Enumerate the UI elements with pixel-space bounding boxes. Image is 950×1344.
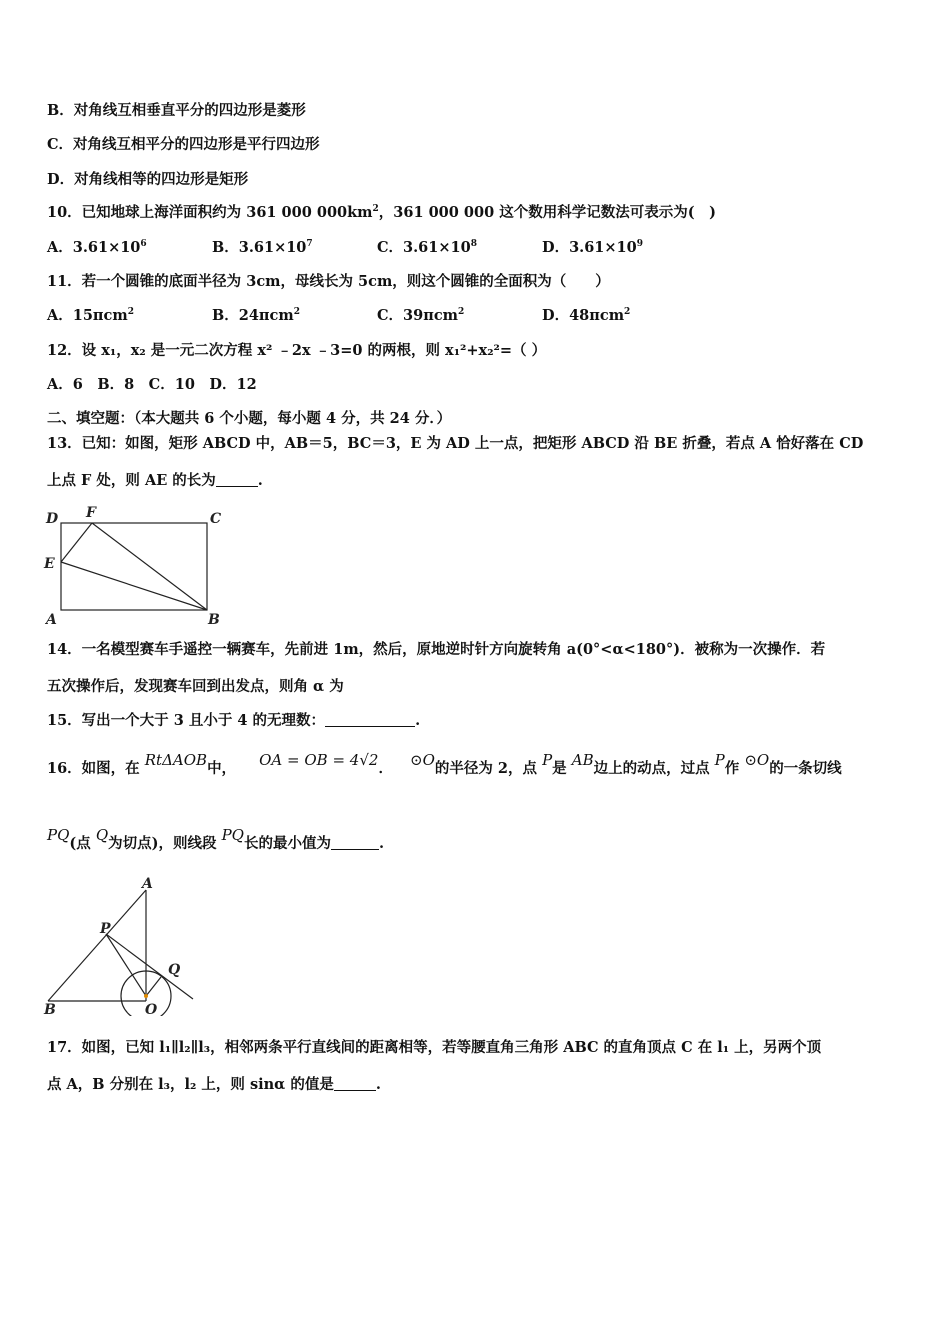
- q16-p2: 中，: [207, 760, 237, 777]
- q13-line2-end: .: [257, 472, 263, 489]
- q13-line2-text: 上点 F 处，则 AE 的长为: [47, 472, 216, 489]
- q12-options: A．6 B．8 C．10 D．12: [47, 376, 257, 393]
- q13-line1: 13．已知：如图，矩形 ABCD 中，AB＝5，BC＝3，E 为 AD 上一点，把矩形 ABCD 沿 BE 折叠，若点 A 恰好落在 CD: [47, 435, 864, 452]
- q10-option-a-exp: 6: [140, 239, 147, 249]
- label-o: O: [145, 1002, 158, 1016]
- q10-option-d-exp: 9: [636, 239, 643, 249]
- segment-fb: [92, 523, 207, 610]
- q16-p3: ．: [378, 760, 393, 777]
- q10-option-b-base: B．3.61×10: [212, 239, 307, 256]
- q11-option-a: [47, 306, 134, 326]
- q10-option-a: [47, 238, 147, 258]
- q10-stem-sup: 2: [372, 204, 379, 214]
- q15-end: .: [415, 712, 421, 729]
- q16-l2p2: 为切点)，则线段: [108, 835, 217, 852]
- label-a: A: [46, 612, 57, 628]
- q16-math-pq: PQ: [47, 826, 70, 844]
- q16-p8: 的一条切线: [769, 760, 842, 777]
- label-p: P: [100, 921, 111, 937]
- q11-options: [47, 306, 747, 326]
- section-2-heading: 二、填空题：（本大题共 6 个小题，每小题 4 分，共 24 分．）: [47, 410, 452, 427]
- q17-line2-text: 点 A，B 分别在 l₃，l₂ 上，则 sinα 的值是: [47, 1076, 334, 1093]
- q13-figure-svg: [40, 502, 230, 628]
- segment-ab: [48, 890, 146, 1001]
- q16-math-rt-aob: RtΔAOB: [144, 751, 208, 769]
- q11-option-c-base: C．39πcm: [377, 307, 459, 324]
- q10-option-b: [212, 238, 313, 258]
- q11-option-b: [212, 306, 300, 326]
- q11-option-b-exp: 2: [293, 307, 300, 317]
- label-b: B: [44, 1002, 56, 1016]
- segment-eb: [61, 562, 207, 610]
- q16-p1: 16．如图，在: [47, 760, 140, 777]
- q16-l2p3: 长的最小值为: [243, 835, 331, 852]
- q11-option-c: [377, 306, 464, 326]
- q16-figure-svg: [40, 876, 210, 1016]
- q16-math-p: P: [542, 751, 553, 769]
- q10-option-c-base: C．3.61×10: [377, 239, 471, 256]
- label-f: F: [86, 505, 96, 521]
- q13-figure: [40, 502, 230, 628]
- q16-line2: [47, 826, 385, 854]
- label-c: C: [210, 511, 222, 527]
- center-o-dot: [144, 994, 148, 998]
- q11-option-a-exp: 2: [127, 307, 134, 317]
- q10-option-d: [542, 238, 643, 258]
- q16-math-oa-ob: OA = OB = 4√2: [259, 751, 379, 769]
- q17-line2-end: .: [375, 1076, 381, 1093]
- label-a: A: [142, 876, 153, 892]
- label-q: Q: [168, 962, 181, 978]
- q16-line1: [47, 751, 842, 779]
- q15-stem: [47, 711, 420, 731]
- q16-p6: 边上的动点，过点: [593, 760, 710, 777]
- rectangle-abcd: [61, 523, 207, 610]
- q9-option-d: D．对角线相等的四边形是矩形: [47, 171, 249, 188]
- q10-stem-b: ，361 000 000 这个数用科学记数法可表示为( ): [378, 204, 716, 221]
- q11-option-d: [542, 306, 630, 326]
- q10-option-b-exp: 7: [306, 239, 313, 249]
- label-d: D: [46, 511, 59, 527]
- segment-ef: [61, 523, 92, 562]
- q10-stem: [47, 203, 716, 223]
- label-e: E: [44, 556, 55, 572]
- q12-stem: 12．设 x₁，x₂ 是一元二次方程 x² ﹣2x ﹣3=0 的两根，则 x₁²+x₂²=（ ）: [47, 342, 547, 359]
- q10-option-c-exp: 8: [470, 239, 477, 249]
- q15-text: 15．写出一个大于 3 且小于 4 的无理数：: [47, 712, 326, 729]
- q13-answer-blank: [216, 472, 258, 487]
- q16-math-ab: AB: [571, 751, 594, 769]
- q10-stem-a: 10．已知地球上海洋面积约为 361 000 000km: [47, 204, 373, 221]
- q16-math-q: Q: [95, 826, 109, 844]
- q10-options: [47, 238, 747, 258]
- q16-l2p1: (点: [69, 835, 91, 852]
- q16-math-circle-o2: ⊙O: [744, 751, 770, 769]
- q16-p4: 的半径为 2，点: [434, 760, 538, 777]
- q14-line1: 14．一名模型赛车手遥控一辆赛车，先前进 1m，然后，原地逆时针方向旋转角 a(0°<α<180°)．被称为一次操作．若: [47, 641, 826, 658]
- q16-p5: 是: [552, 760, 567, 777]
- segment-oq: [146, 977, 161, 996]
- q16-p7: 作: [724, 760, 740, 777]
- q16-figure: [40, 876, 210, 1016]
- q11-option-c-exp: 2: [458, 307, 465, 317]
- q11-option-d-base: D．48πcm: [542, 307, 625, 324]
- q11-stem: 11．若一个圆锥的底面半径为 3cm，母线长为 5cm，则这个圆锥的全面积为（ ）: [47, 273, 610, 290]
- q10-option-c: [377, 238, 477, 258]
- q16-math-pq2: PQ: [221, 826, 244, 844]
- q9-option-c: C．对角线互相平分的四边形是平行四边形: [47, 136, 320, 153]
- q14-line2: 五次操作后，发现赛车回到出发点，则角 α 为: [47, 678, 344, 695]
- q10-option-d-base: D．3.61×10: [542, 239, 637, 256]
- q17-answer-blank: [334, 1076, 376, 1091]
- q17-line1: 17．如图，已知 l₁∥l₂∥l₃，相邻两条平行直线间的距离相等，若等腰直角三角形 ABC 的直角顶点 C 在 l₁ 上，另两个顶: [47, 1039, 822, 1056]
- q15-answer-blank: [325, 712, 415, 727]
- q16-math-p2: P: [714, 751, 725, 769]
- q17-line2: [47, 1075, 381, 1095]
- q16-math-circle-o: ⊙O: [410, 751, 435, 769]
- q11-option-d-exp: 2: [624, 307, 631, 317]
- segment-po: [106, 934, 146, 996]
- q11-option-b-base: B．24πcm: [212, 307, 294, 324]
- label-b: B: [208, 612, 220, 628]
- q13-line2: [47, 471, 263, 491]
- q11-option-a-base: A．15πcm: [47, 307, 128, 324]
- q16-l2end: .: [378, 835, 385, 852]
- q9-option-b: B．对角线互相垂直平分的四边形是菱形: [47, 102, 306, 119]
- q16-answer-blank: [331, 835, 379, 850]
- q10-option-a-base: A．3.61×10: [47, 239, 141, 256]
